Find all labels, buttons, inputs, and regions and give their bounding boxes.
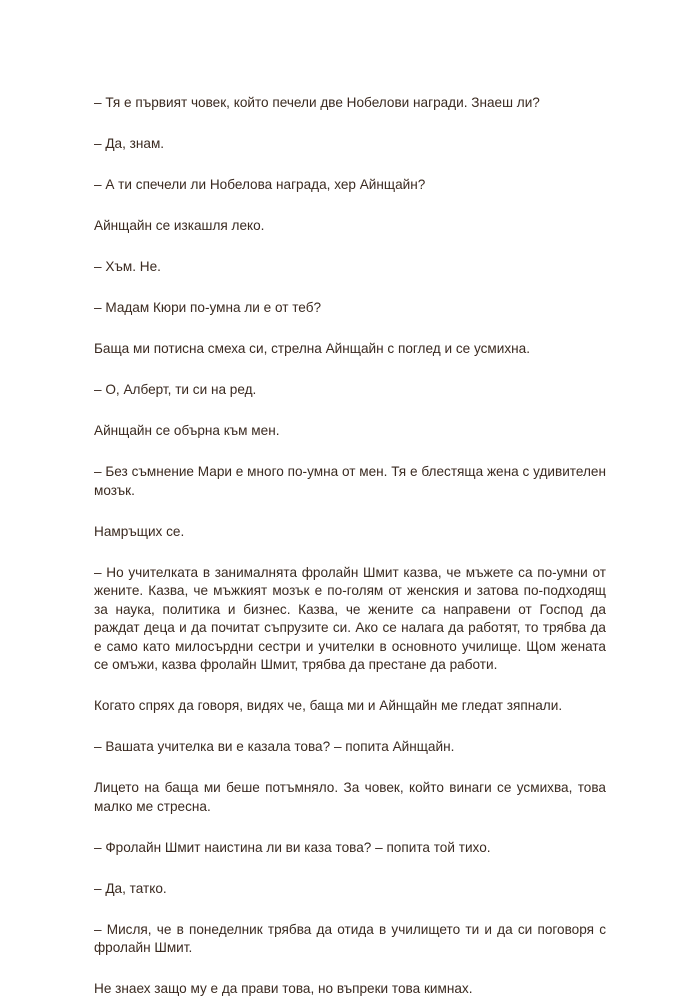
- paragraph: – А ти спечели ли Нобелова награда, хер Айнщайн?: [94, 177, 426, 192]
- paragraph: Когато спрях да говоря, видях че, баща ми и Айнщайн ме гледат зяпнали.: [94, 698, 563, 713]
- paragraph: – Мадам Кюри по-умна ли е от теб?: [94, 300, 322, 315]
- paragraph: – О, Алберт, ти си на ред.: [94, 382, 257, 397]
- paragraph: – Но учителката в занималнята фролайн Шмит казва, че мъжете са по-умни от жените. Казва, че мъжкият мозък е по-голям от женския и затова по-подходящ за наука, политика и бизнес. Казва, че жените са направени от Господ да раждат деца и да почитат съпрузите си. Ако се налага да работят, то трябва да е само като милосърдни сестри и учителки в основното училище. Щом жената се омъжи, казва фролайн Шмит, трябва да престане да работи.: [94, 564, 606, 672]
- paragraph: – Да, знам.: [94, 136, 165, 151]
- paragraph: – Без съмнение Мари е много по-умна от мен. Тя е блестяща жена с удивителен мозък.: [94, 464, 606, 498]
- paragraph: – Мисля, че в понеделник трябва да отида в училището ти и да си поговоря с фролайн Шмит.: [94, 921, 606, 955]
- paragraph: – Вашата учителка ви е казала това? – попита Айнщайн.: [94, 739, 455, 754]
- paragraph: Айнщайн се обърна към мен.: [94, 423, 280, 438]
- paragraph: Баща ми потисна смеха си, стрелна Айнщайн с поглед и се усмихна.: [94, 341, 530, 356]
- paragraph: – Хъм. Не.: [94, 259, 161, 274]
- paragraph: Не знаех защо му е да прави това, но въпреки това кимнах.: [94, 981, 473, 996]
- paragraph: – Да, татко.: [94, 880, 167, 896]
- paragraph: Намръщих се.: [94, 523, 185, 539]
- paragraph: Лицето на баща ми беше потъмняло. За човек, който винаги се усмихва, това малко ме стресна.: [94, 780, 606, 814]
- paragraph: – Фролайн Шмит наистина ли ви каза това? – попита той тихо.: [94, 839, 491, 855]
- paragraph: Айнщайн се изкашля леко.: [94, 218, 265, 233]
- paragraph: – Тя е първият човек, който печели две Нобелови награди. Знаеш ли?: [94, 95, 540, 110]
